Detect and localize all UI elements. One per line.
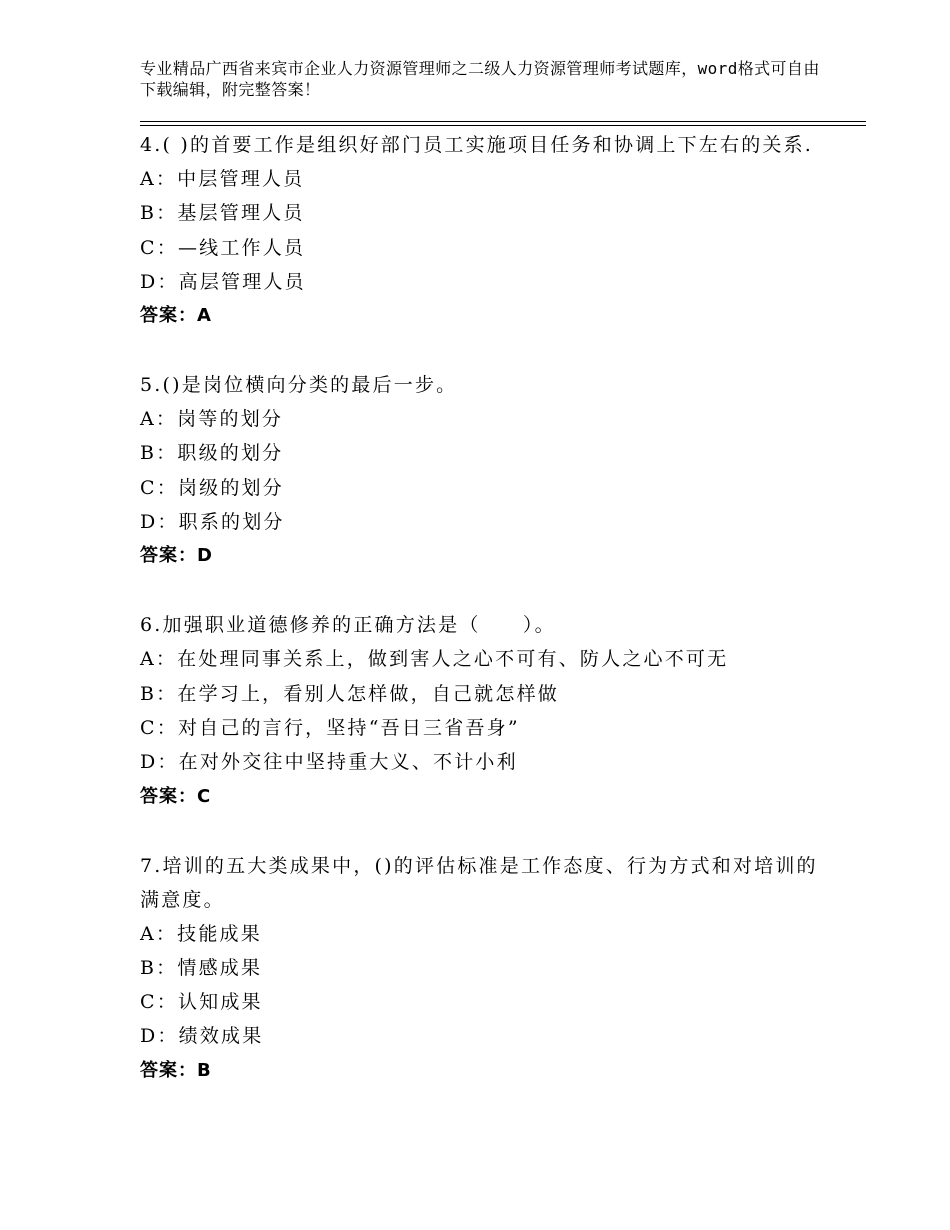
option-b: B：情感成果 <box>140 956 263 979</box>
option-a: A：中层管理人员 <box>140 168 305 190</box>
header-divider-bottom <box>140 125 866 126</box>
option-b: B：在学习上，看别人怎样做，自己就怎样做 <box>140 682 559 705</box>
answer-line: 答案：C <box>140 785 212 807</box>
answer-line: 答案：B <box>140 1059 212 1081</box>
option-c: C：对自己的言行，坚持“吾日三省吾身” <box>140 716 520 739</box>
question-stem: 6.加强职业道德修养的正确方法是（ ）。 <box>140 614 556 637</box>
question-stem: 4.( )的首要工作是组织好部门员工实施项目任务和协调上下左右的关系. <box>140 134 814 156</box>
option-b: B：基层管理人员 <box>140 202 305 225</box>
question-6 <box>140 608 830 813</box>
question-7 <box>140 849 830 1088</box>
option-c: C：—线工作人员 <box>140 236 306 259</box>
header-divider-top <box>140 121 866 122</box>
option-b: B：职级的划分 <box>140 442 284 465</box>
document-header: 专业精品广西省来宾市企业人力资源管理师之二级人力资源管理师考试题库，word格式可自由下载编辑，附完整答案！ <box>140 59 820 99</box>
option-c: C：认知成果 <box>140 991 263 1014</box>
option-d: D：绩效成果 <box>140 1025 264 1048</box>
question-stem: 7.培训的五大类成果中，()的评估标准是工作态度、行为方式和对培训的满意度。 <box>140 854 818 911</box>
option-d: D：职系的划分 <box>140 511 285 534</box>
option-a: A：技能成果 <box>140 922 262 945</box>
answer-line: 答案：A <box>140 305 212 327</box>
option-d: D：高层管理人员 <box>140 270 306 293</box>
question-list <box>140 128 830 1088</box>
option-c: C：岗级的划分 <box>140 476 284 499</box>
question-5 <box>140 368 830 573</box>
question-4 <box>140 128 830 333</box>
question-stem: 5.()是岗位横向分类的最后一步。 <box>140 374 458 397</box>
option-a: A：在处理同事关系上，做到害人之心不可有、防人之心不可无 <box>140 648 729 671</box>
option-d: D：在对外交往中坚持重大义、不计小利 <box>140 751 518 774</box>
answer-line: 答案：D <box>140 545 213 567</box>
option-a: A：岗等的划分 <box>140 408 284 431</box>
